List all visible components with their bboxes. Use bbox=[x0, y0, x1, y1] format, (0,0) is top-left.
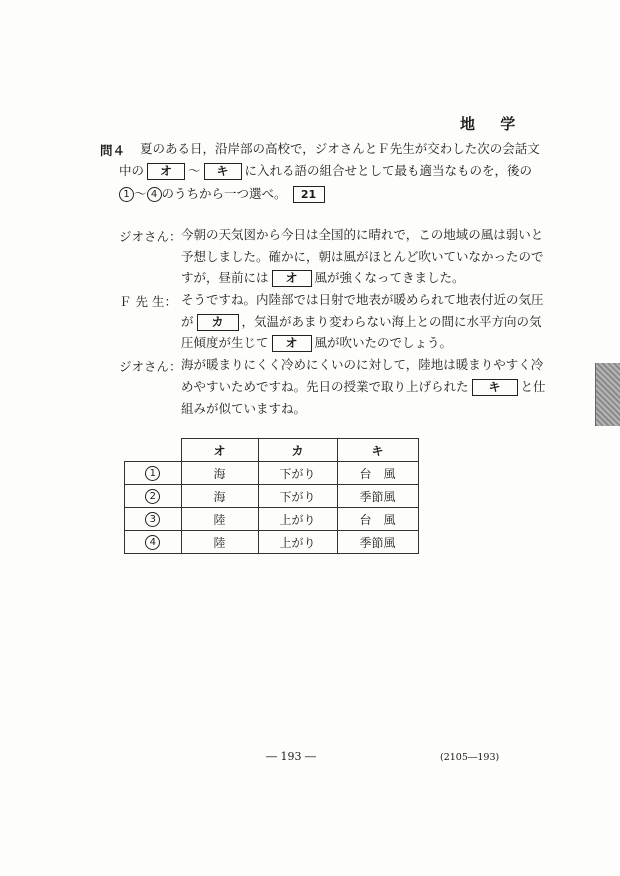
dialogue-2-line-3 bbox=[181, 335, 452, 352]
cell-ka: 下がり bbox=[258, 485, 337, 508]
choice-mark: 1 bbox=[145, 466, 160, 481]
cell-o: 陸 bbox=[181, 531, 258, 554]
intro-text-3a: ～ bbox=[134, 186, 147, 201]
table-row[interactable] bbox=[125, 485, 419, 508]
question-intro-line-2 bbox=[119, 163, 532, 180]
dialogue-3-line-2 bbox=[181, 379, 546, 396]
blank-o-box: オ bbox=[147, 163, 185, 180]
intro-text-2a: 中の bbox=[119, 163, 145, 178]
dialogue-2-line-2b: ，気温があまり変わらない海上との間に水平方向の気 bbox=[241, 314, 542, 329]
dialogue-1-line-3a: すが，昼前には bbox=[181, 270, 269, 285]
speaker-jio-2: ジオさん： bbox=[119, 359, 182, 374]
cell-o: 海 bbox=[181, 485, 258, 508]
speaker-teacher: Ｆ 先 生： bbox=[119, 294, 177, 309]
question-number: 問４ bbox=[100, 143, 126, 158]
header-ki: キ bbox=[337, 439, 418, 462]
dialogue-2-line-3a: 圧傾度が生じて bbox=[181, 335, 269, 350]
table-row[interactable] bbox=[125, 462, 419, 485]
blank-ki-box: キ bbox=[204, 163, 242, 180]
answer-slot-box[interactable]: 21 bbox=[293, 186, 325, 203]
table-corner-cell bbox=[125, 439, 182, 462]
dialogue-2-line-3b: 風が吹いたのでしょう。 bbox=[314, 335, 453, 350]
cell-o: 海 bbox=[181, 462, 258, 485]
document-code: (2105―193) bbox=[440, 752, 500, 763]
cell-ka: 上がり bbox=[258, 508, 337, 531]
dialogue-1-line-3 bbox=[181, 270, 465, 287]
dialogue-2-line-1: そうですね。内陸部では日射で地表が暖められて地表付近の気圧 bbox=[181, 292, 544, 307]
intro-text-2b: ～ bbox=[188, 163, 201, 178]
question-intro-line-3 bbox=[119, 186, 328, 203]
choice-mark: 2 bbox=[145, 489, 160, 504]
cell-ki: 台 風 bbox=[337, 508, 418, 531]
question-intro-line-1 bbox=[140, 141, 540, 157]
blank-o-box-dialogue-2: オ bbox=[272, 335, 312, 352]
cell-ki: 季節風 bbox=[337, 531, 418, 554]
intro-text-2c: に入れる語の組合せとして最も適当なものを，後の bbox=[244, 163, 533, 178]
section-index-tab bbox=[595, 363, 620, 426]
blank-ka-box: カ bbox=[197, 314, 239, 331]
table-row[interactable] bbox=[125, 508, 419, 531]
cell-o: 陸 bbox=[181, 508, 258, 531]
blank-o-box-dialogue: オ bbox=[272, 270, 312, 287]
dialogue-2-line-2 bbox=[181, 314, 542, 331]
header-ka: カ bbox=[258, 439, 337, 462]
cell-ka: 上がり bbox=[258, 531, 337, 554]
cell-ki: 台 風 bbox=[337, 462, 418, 485]
intro-text-1: 夏のある日，沿岸部の高校で，ジオさんとＦ先生が交わした次の会話文 bbox=[140, 141, 540, 156]
page-number: ― 193 ― bbox=[266, 750, 316, 763]
row-mark-cell bbox=[125, 462, 182, 485]
speaker-jio-1: ジオさん： bbox=[119, 229, 182, 244]
dialogue-3-line-2a: めやすいためですね。先日の授業で取り上げられた bbox=[181, 379, 469, 394]
table-row[interactable] bbox=[125, 531, 419, 554]
dialogue-3-line-1: 海が暖まりにくく冷めにくいのに対して，陸地は暖まりやすく冷 bbox=[181, 357, 544, 372]
row-mark-cell bbox=[125, 508, 182, 531]
choice-mark-4: 4 bbox=[147, 187, 162, 202]
row-mark-cell bbox=[125, 531, 182, 554]
dialogue-3-line-2b: と仕 bbox=[520, 379, 546, 394]
dialogue-1-line-2: 予想しました。確かに，朝は風がほとんど吹いていなかったので bbox=[181, 249, 544, 264]
cell-ki: 季節風 bbox=[337, 485, 418, 508]
blank-ki-box-dialogue: キ bbox=[472, 379, 518, 396]
answer-table bbox=[124, 438, 419, 554]
row-mark-cell bbox=[125, 485, 182, 508]
dialogue-3-line-3: 組みが似ていますね。 bbox=[181, 401, 307, 416]
dialogue-1-line-3b: 風が強くなってきました。 bbox=[314, 270, 465, 285]
header-o: オ bbox=[181, 439, 258, 462]
table-header-row bbox=[125, 439, 419, 462]
choice-mark: 3 bbox=[145, 512, 160, 527]
choice-mark: 4 bbox=[145, 535, 160, 550]
cell-ka: 下がり bbox=[258, 462, 337, 485]
dialogue-1-line-1: 今朝の天気図から今日は全国的に晴れで，この地域の風は弱いと bbox=[181, 227, 544, 242]
intro-text-3b: のうちから一つ選べ。 bbox=[161, 186, 287, 201]
subject-heading: 地 学 bbox=[460, 115, 526, 133]
dialogue-2-line-2a: が bbox=[181, 314, 194, 329]
choice-mark-1: 1 bbox=[119, 187, 134, 202]
